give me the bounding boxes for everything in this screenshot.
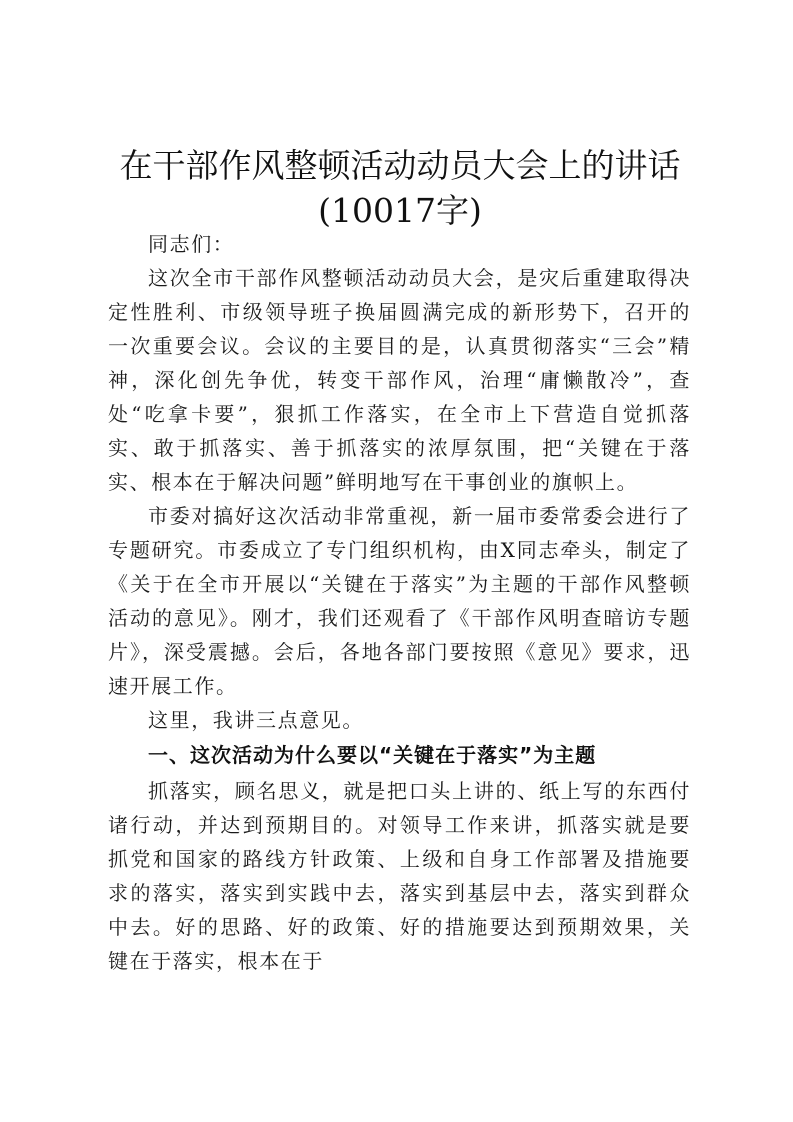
paragraph: 抓落实，顾名思义，就是把口头上讲的、纸上写的东西付诸行动，并达到预期目的。对领导工作来讲，抓落实就是要抓党和国家的路线方针政策、上级和自身工作部署及措施要求的落实，落实到实践中去，落实到基层中去，落实到群众中去。好的思路、好的政策、好的措施要达到预期效果，关键在于落实，根本在于 xyxy=(108,779,691,973)
section-heading: 一、这次活动为什么要以“关键在于落实”为主题 xyxy=(148,743,597,767)
document-body xyxy=(108,227,691,978)
paragraph: 这里，我讲三点意见。 xyxy=(148,708,364,732)
paragraph: 这次全市干部作风整顿活动动员大会，是灾后重建取得决定性胜利、市级领导班子换届圆满完成的新形势下，召开的一次重要会议。会议的主要目的是，认真贯彻落实“三会”精神，深化创先争优，转变干部作风，治理“庸懒散冷”，查处“吃拿卡要”，狠抓工作落实，在全市上下营造自觉抓落实、敢于抓落实、善于抓落实的浓厚氛围，把“关键在于落实、根本在于解决问题”鲜明地写在干事创业的旗帜上。 xyxy=(108,266,691,494)
paragraph: 市委对搞好这次活动非常重视，新一届市委常委会进行了专题研究。市委成立了专门组织机构，由X同志牵头，制定了《关于在全市开展以“关键在于落实”为主题的干部作风整顿活动的意见》。刚才，我们还观看了《干部作风明查暗访专题片》，深受震撼。会后，各地各部门要按照《意见》要求，迅速开展工作。 xyxy=(108,504,691,698)
salutation: 同志们： xyxy=(148,232,235,256)
document-title: 在干部作风整顿活动动员大会上的讲话(10017字) xyxy=(119,146,681,230)
